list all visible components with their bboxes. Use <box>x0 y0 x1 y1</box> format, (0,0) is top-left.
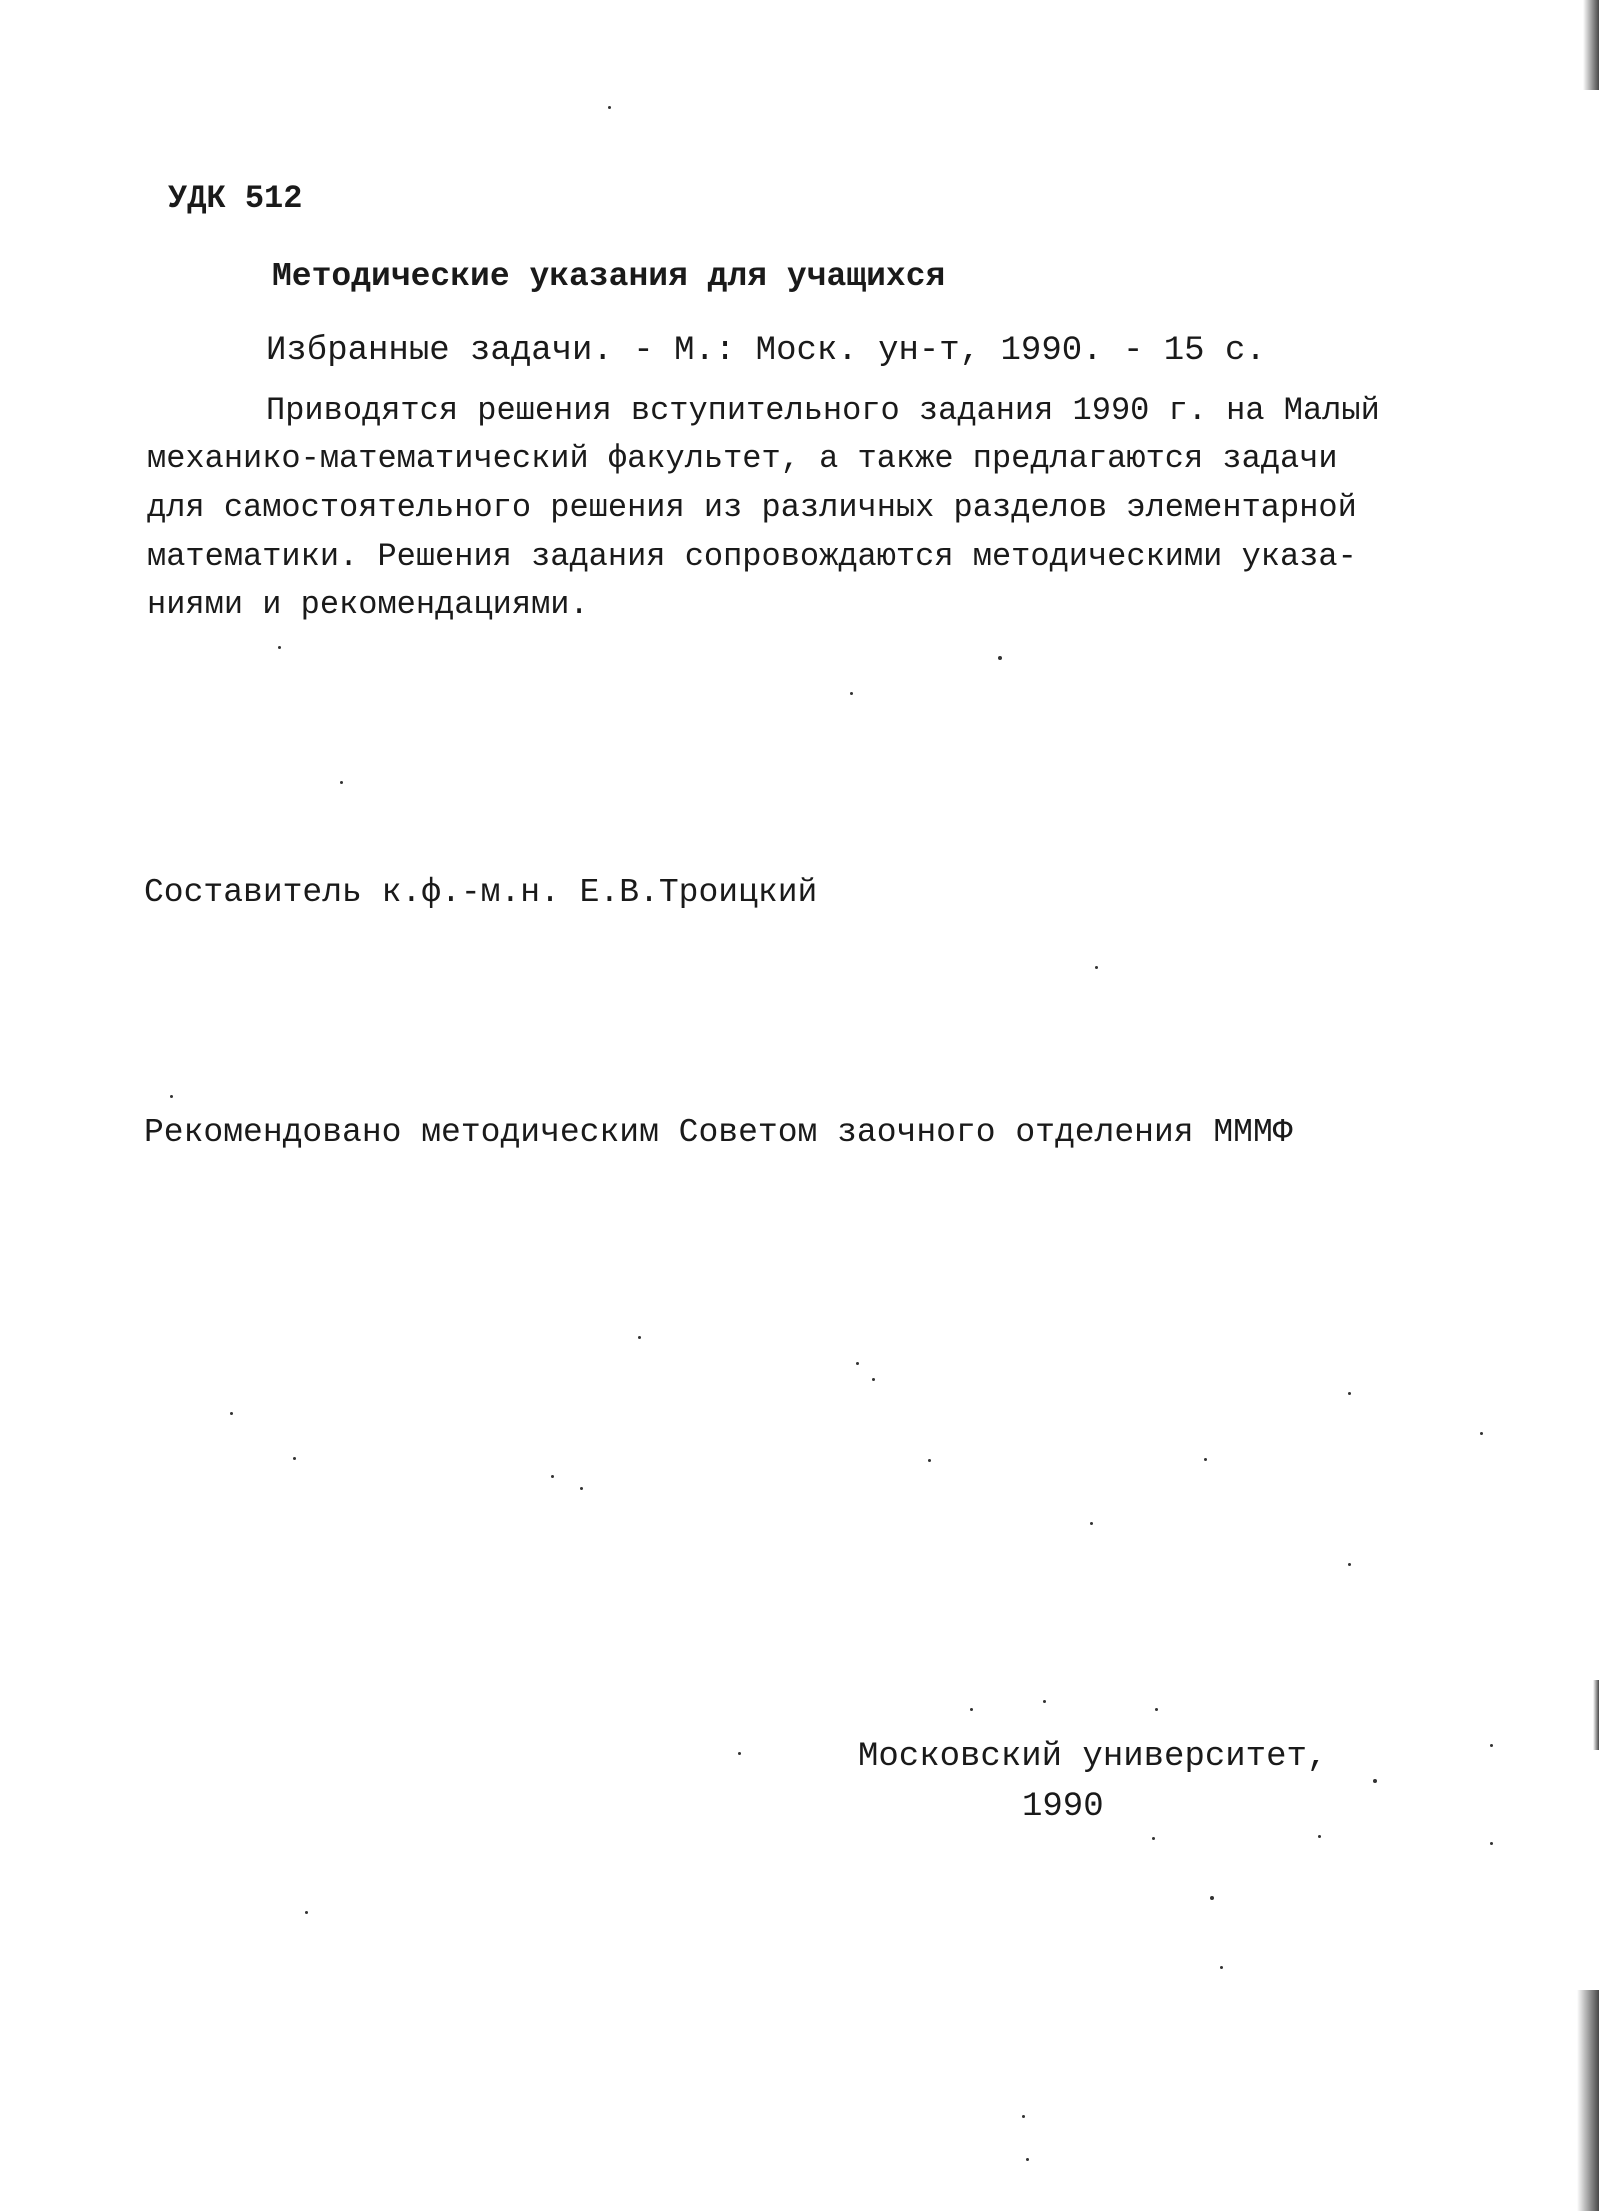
udk-code: УДК 512 <box>168 180 303 217</box>
scan-speck <box>970 1708 973 1711</box>
scan-speck <box>1155 1708 1158 1711</box>
scan-speck <box>1318 1835 1321 1838</box>
scan-speck <box>1220 1966 1223 1969</box>
scan-speck <box>305 1911 308 1914</box>
compiler-credit: Составитель к.ф.-м.н. Е.В.Троицкий <box>144 874 818 911</box>
scan-speck <box>1373 1779 1377 1783</box>
recommendation-note: Рекомендовано методическим Советом заочного отделения МММФ <box>144 1114 1293 1151</box>
scan-speck <box>1480 1432 1483 1435</box>
scan-speck <box>638 1336 641 1339</box>
publisher-name: Московский университет, <box>858 1738 1328 1776</box>
scan-speck <box>340 781 343 784</box>
scan-edge-shadow <box>1577 1990 1599 2211</box>
scan-speck <box>551 1475 554 1478</box>
abstract-line: ниями и рекомендациями. <box>147 586 589 623</box>
scan-speck <box>230 1412 233 1415</box>
abstract-line: Приводятся решения вступительного задания 1990 г. на Малый <box>266 392 1380 429</box>
scan-edge-shadow <box>1593 1680 1599 1750</box>
scan-speck <box>1348 1392 1351 1395</box>
scan-speck <box>850 692 853 695</box>
scan-speck <box>1490 1842 1493 1845</box>
scan-speck <box>738 1752 741 1755</box>
scan-speck <box>1490 1744 1493 1747</box>
scan-speck <box>1152 1837 1155 1840</box>
scan-edge-shadow <box>1583 0 1599 90</box>
scan-speck <box>872 1378 875 1381</box>
scan-speck <box>1095 966 1098 969</box>
scan-speck <box>1210 1896 1214 1900</box>
scan-speck <box>1090 1522 1093 1525</box>
scan-speck <box>1043 1700 1046 1703</box>
scan-speck <box>170 1095 173 1098</box>
abstract-line: математики. Решения задания сопровождаются методическими указа- <box>147 538 1357 575</box>
scan-speck <box>293 1457 296 1460</box>
scan-speck <box>1204 1458 1207 1461</box>
bibliographic-line: Избранные задачи. - М.: Моск. ун-т, 1990. - 15 с. <box>266 332 1266 370</box>
scan-speck <box>1022 2115 1025 2118</box>
abstract-line: механико-математический факультет, а также предлагаются задачи <box>147 440 1338 477</box>
abstract-line: для самостоятельного решения из различных разделов элементарной <box>147 489 1357 526</box>
publication-year: 1990 <box>1022 1788 1104 1826</box>
scan-speck <box>580 1487 583 1490</box>
scan-speck <box>998 656 1002 660</box>
scan-speck <box>1026 2158 1029 2161</box>
scan-speck <box>856 1362 859 1365</box>
scan-speck <box>928 1459 931 1462</box>
scan-speck <box>278 646 281 649</box>
document-title: Методические указания для учащихся <box>272 258 946 295</box>
scan-speck <box>1348 1563 1351 1566</box>
scan-speck <box>608 106 611 109</box>
